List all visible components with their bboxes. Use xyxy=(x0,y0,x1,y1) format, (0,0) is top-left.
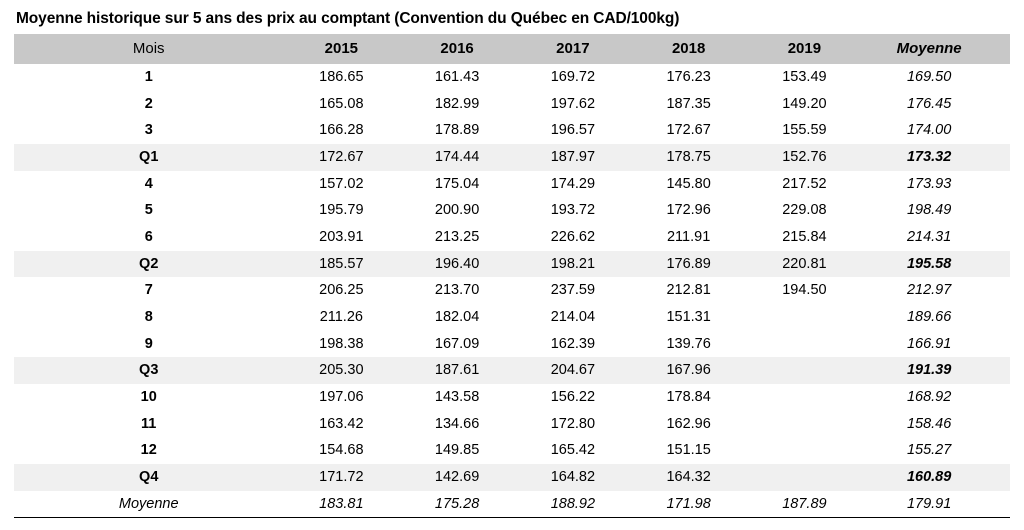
cell-value: 186.65 xyxy=(319,69,364,85)
cell-value xyxy=(747,464,863,491)
table-row xyxy=(14,117,1010,144)
cell-value: 185.57 xyxy=(283,251,399,278)
cell-value: 196.40 xyxy=(399,251,515,278)
cell-average: 173.93 xyxy=(906,175,952,192)
cell-value: 178.89 xyxy=(434,122,480,139)
cell-value: 188.92 xyxy=(515,491,631,518)
cell-value: 204.67 xyxy=(515,357,631,384)
cell-value xyxy=(747,411,863,438)
table-row xyxy=(14,197,1010,224)
cell-value: 142.69 xyxy=(399,464,515,491)
cell-average: 176.45 xyxy=(906,95,952,112)
cell-value: 178.75 xyxy=(631,144,747,171)
column-header-2016: 2016 xyxy=(399,34,515,64)
cell-value: 172.80 xyxy=(550,415,596,432)
page-title: Moyenne historique sur 5 ans des prix au comptant (Convention du Québec en CAD/100kg) xyxy=(16,10,680,27)
cell-value: 174.44 xyxy=(399,144,515,171)
column-header-2018: 2018 xyxy=(631,34,747,64)
cell-value xyxy=(747,357,863,384)
cell-value: 139.76 xyxy=(666,335,711,352)
row-label: 3 xyxy=(144,122,153,139)
cell-value: 154.68 xyxy=(319,442,364,459)
cell-value: 205.30 xyxy=(283,357,399,384)
cell-value: 166.28 xyxy=(319,122,364,139)
cell-average: 198.49 xyxy=(906,202,952,219)
cell-value: 198.38 xyxy=(319,335,364,352)
cell-value: 165.08 xyxy=(319,95,364,112)
cell-average: 155.27 xyxy=(906,442,952,459)
row-label: 4 xyxy=(144,175,153,192)
cell-value: 220.81 xyxy=(747,251,863,278)
cell-value: 217.52 xyxy=(782,175,827,192)
column-header-average: Moyenne xyxy=(862,34,1010,64)
cell-value: 172.67 xyxy=(283,144,399,171)
cell-average: 212.97 xyxy=(906,282,952,299)
cell-average: 158.46 xyxy=(906,415,952,432)
table-row xyxy=(14,144,1010,171)
table-row xyxy=(14,491,1010,518)
cell-value: 149.85 xyxy=(434,442,480,459)
cell-value: 187.61 xyxy=(399,357,515,384)
row-label: 8 xyxy=(144,309,153,326)
historic-price-table xyxy=(14,34,1010,517)
table-row xyxy=(14,384,1010,411)
cell-average: 168.92 xyxy=(906,389,952,406)
row-label: 11 xyxy=(141,415,157,432)
table-bottom-rule xyxy=(14,517,1010,518)
header-row xyxy=(14,34,1010,64)
row-label: 7 xyxy=(144,282,153,299)
row-label: 10 xyxy=(140,389,157,406)
cell-value: 171.72 xyxy=(283,464,399,491)
cell-value: 164.32 xyxy=(631,464,747,491)
column-header-2015: 2015 xyxy=(283,34,399,64)
table-row xyxy=(14,91,1010,118)
row-label: Q3 xyxy=(14,357,283,384)
cell-value: 211.91 xyxy=(666,229,711,246)
table-row xyxy=(14,464,1010,491)
column-header-2019: 2019 xyxy=(747,34,863,64)
cell-value: 198.21 xyxy=(515,251,631,278)
row-label: 5 xyxy=(144,202,153,219)
cell-value: 134.66 xyxy=(434,415,480,432)
cell-value: 155.59 xyxy=(782,122,827,139)
table-row xyxy=(14,171,1010,198)
cell-value: 214.04 xyxy=(550,309,596,326)
row-label: Q1 xyxy=(14,144,283,171)
cell-value: 229.08 xyxy=(782,202,827,219)
table-row xyxy=(14,251,1010,278)
cell-value: 203.91 xyxy=(319,229,364,246)
cell-value: 215.84 xyxy=(782,229,827,246)
cell-value: 157.02 xyxy=(319,175,364,192)
table-row xyxy=(14,357,1010,384)
cell-value: 197.62 xyxy=(550,95,596,112)
row-label: 9 xyxy=(144,335,153,352)
cell-value: 143.58 xyxy=(434,389,480,406)
cell-value xyxy=(747,437,863,464)
cell-average: 160.89 xyxy=(862,464,1010,491)
cell-value: 187.35 xyxy=(666,95,711,112)
cell-value: 212.81 xyxy=(666,282,711,299)
cell-value: 187.89 xyxy=(747,491,863,518)
cell-value: 194.50 xyxy=(782,282,827,299)
cell-value: 176.89 xyxy=(631,251,747,278)
cell-value: 196.57 xyxy=(550,122,596,139)
row-label: 2 xyxy=(144,95,153,112)
cell-value: 195.79 xyxy=(319,202,364,219)
cell-value: 187.97 xyxy=(515,144,631,171)
cell-value: 149.20 xyxy=(782,95,827,112)
row-label: Q2 xyxy=(14,251,283,278)
cell-average: 191.39 xyxy=(862,357,1010,384)
cell-value: 182.99 xyxy=(434,95,480,112)
table-row xyxy=(14,411,1010,438)
cell-value: 162.39 xyxy=(550,335,596,352)
cell-value: 175.04 xyxy=(434,175,480,192)
row-label: 1 xyxy=(144,69,153,85)
cell-value xyxy=(747,331,863,358)
cell-value: 213.25 xyxy=(434,229,480,246)
row-label: 6 xyxy=(144,229,153,246)
cell-value: 171.98 xyxy=(631,491,747,518)
table-row xyxy=(14,64,1010,91)
row-label: Moyenne xyxy=(14,491,283,518)
cell-value: 178.84 xyxy=(666,389,711,406)
table-row xyxy=(14,437,1010,464)
cell-value xyxy=(747,384,863,411)
cell-average: 169.50 xyxy=(906,69,952,85)
cell-value: 226.62 xyxy=(550,229,596,246)
cell-value: 206.25 xyxy=(319,282,364,299)
cell-average: 173.32 xyxy=(862,144,1010,171)
cell-value: 183.81 xyxy=(283,491,399,518)
cell-average: 195.58 xyxy=(862,251,1010,278)
cell-value: 151.31 xyxy=(666,309,711,326)
cell-value: 172.96 xyxy=(666,202,711,219)
cell-value: 213.70 xyxy=(434,282,480,299)
column-header-2017: 2017 xyxy=(515,34,631,64)
cell-value: 162.96 xyxy=(666,415,711,432)
cell-value: 156.22 xyxy=(550,389,596,406)
cell-value: 167.09 xyxy=(434,335,480,352)
cell-value: 152.76 xyxy=(747,144,863,171)
cell-value: 197.06 xyxy=(319,389,364,406)
row-label: Q4 xyxy=(14,464,283,491)
row-label: 12 xyxy=(140,442,157,459)
cell-value: 169.72 xyxy=(550,69,596,85)
cell-value: 182.04 xyxy=(434,309,480,326)
table-row xyxy=(14,304,1010,331)
table-row xyxy=(14,277,1010,304)
cell-value: 172.67 xyxy=(666,122,711,139)
cell-value: 164.82 xyxy=(515,464,631,491)
table-row xyxy=(14,331,1010,358)
cell-average: 174.00 xyxy=(906,122,952,139)
cell-average: 189.66 xyxy=(906,309,952,326)
cell-value xyxy=(747,304,863,331)
cell-value: 200.90 xyxy=(434,202,480,219)
table-row xyxy=(14,224,1010,251)
cell-value: 174.29 xyxy=(550,175,596,192)
cell-value: 237.59 xyxy=(550,282,596,299)
cell-value: 145.80 xyxy=(666,175,711,192)
cell-value: 167.96 xyxy=(631,357,747,384)
column-header-month: Mois xyxy=(14,34,283,64)
table-body xyxy=(14,64,1010,517)
cell-average: 214.31 xyxy=(906,229,952,246)
cell-value: 176.23 xyxy=(666,69,711,85)
cell-average: 166.91 xyxy=(906,335,952,352)
cell-value: 161.43 xyxy=(434,69,480,85)
cell-value: 163.42 xyxy=(319,415,364,432)
cell-value: 211.26 xyxy=(319,309,363,326)
cell-value: 153.49 xyxy=(782,69,827,85)
cell-value: 193.72 xyxy=(550,202,596,219)
cell-average: 179.91 xyxy=(862,491,1010,518)
cell-value: 165.42 xyxy=(550,442,596,459)
cell-value: 175.28 xyxy=(399,491,515,518)
table-header xyxy=(14,34,1010,64)
cell-value: 151.15 xyxy=(666,442,711,459)
